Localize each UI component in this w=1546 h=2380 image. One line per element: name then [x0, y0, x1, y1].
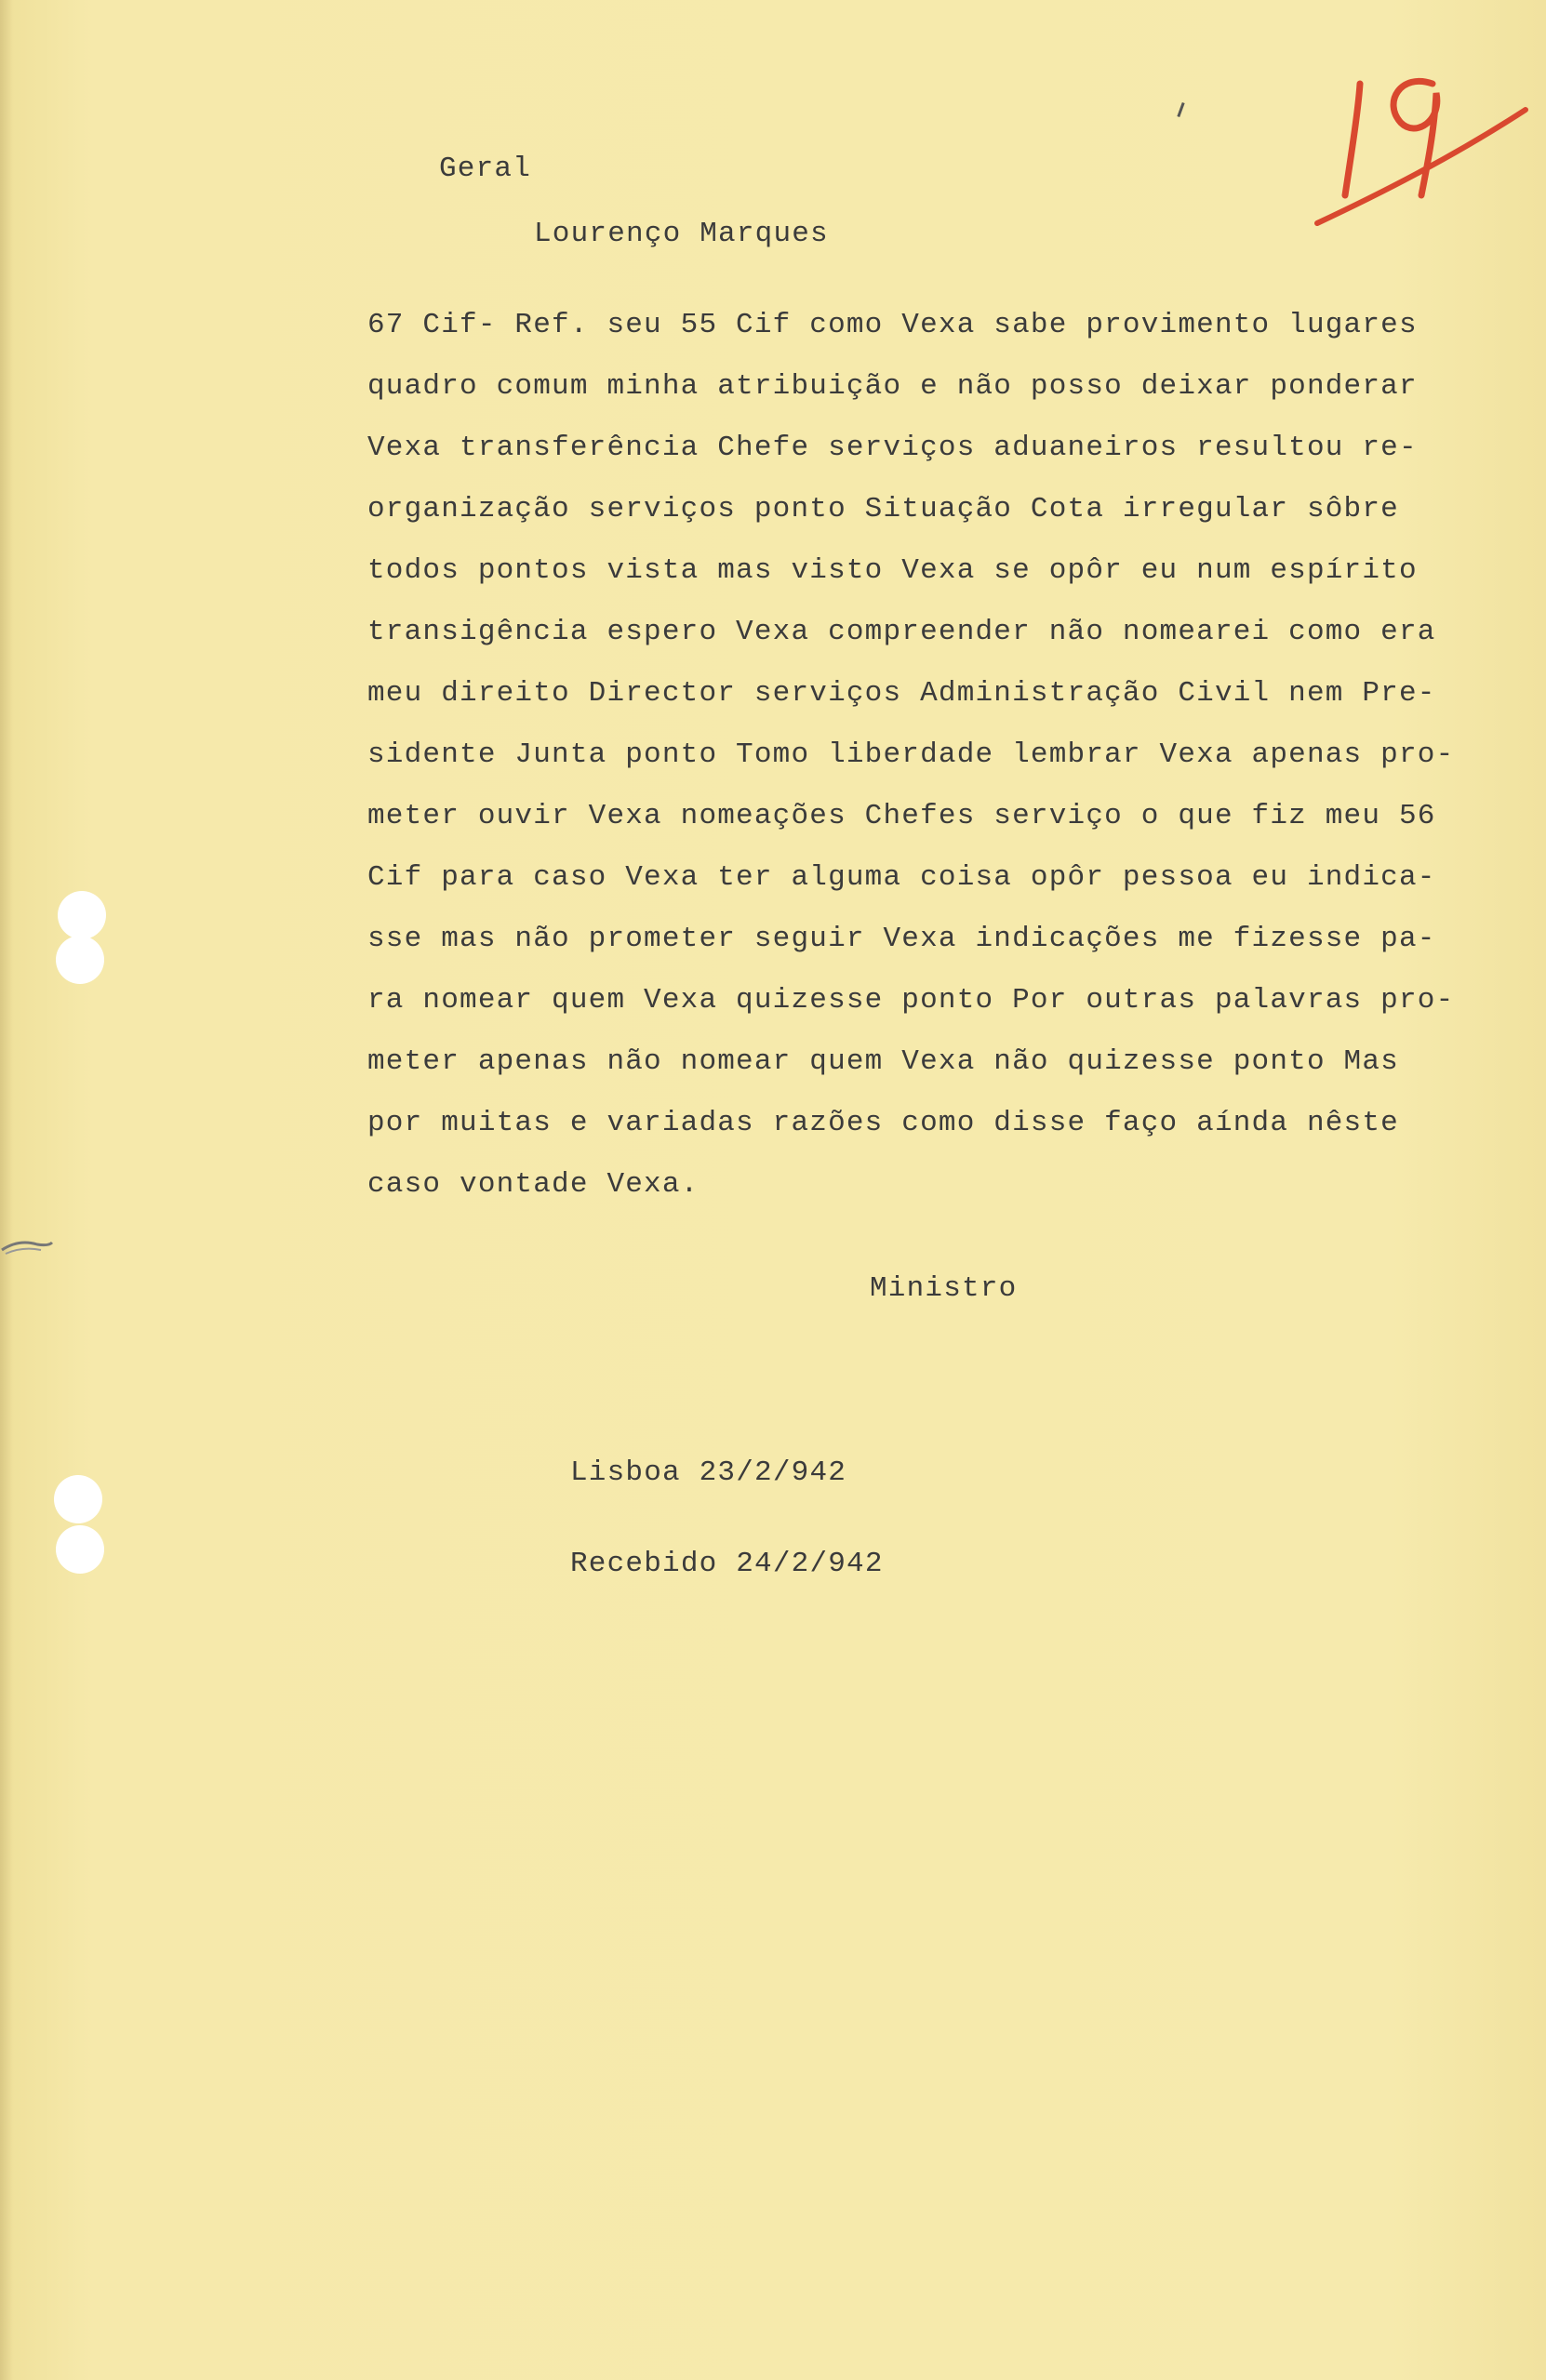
body-line: por muitas e variadas razões como disse faço aínda nêste — [367, 1107, 1399, 1139]
body-line: transigência espero Vexa compreender não nomearei como era — [367, 616, 1436, 648]
page-number — [1312, 56, 1535, 242]
signature: Ministro — [870, 1272, 1018, 1305]
body-line: meter apenas não nomear quem Vexa não quizesse ponto Mas — [367, 1045, 1399, 1078]
punch-hole-bottom-b — [56, 1525, 104, 1574]
ink-tick-mark — [1177, 102, 1184, 117]
body-line: sidente Junta ponto Tomo liberdade lembrar Vexa apenas pro- — [367, 738, 1455, 771]
received-date: Recebido 24/2/942 — [570, 1548, 884, 1580]
body-line: quadro comum minha atribuição e não posso deixar ponderar — [367, 370, 1418, 403]
punch-hole-top-b — [56, 936, 104, 984]
body-line: 67 Cif- Ref. seu 55 Cif como Vexa sabe provimento lugares — [367, 309, 1418, 341]
body-line: Vexa transferência Chefe serviços aduaneiros resultou re- — [367, 432, 1418, 464]
body-line: todos pontos vista mas visto Vexa se opôr eu num espírito — [367, 554, 1418, 587]
place-date: Lisboa 23/2/942 — [570, 1456, 847, 1489]
body-line: sse mas não prometer seguir Vexa indicações me fizesse pa- — [367, 923, 1436, 955]
staple-mark-icon — [0, 1233, 56, 1261]
paper-edge — [0, 0, 13, 2380]
header-line-2: Lourenço Marques — [534, 218, 829, 250]
punch-hole-top-a — [58, 891, 106, 939]
body-line: caso vontade Vexa. — [367, 1168, 700, 1201]
header-line-1: Geral — [439, 153, 532, 185]
body-line: meter ouvir Vexa nomeações Chefes serviço o que fiz meu 56 — [367, 800, 1436, 832]
body-line: meu direito Director serviços Administração Civil nem Pre- — [367, 677, 1436, 710]
body-line: Cif para caso Vexa ter alguma coisa opôr pessoa eu indica- — [367, 861, 1436, 894]
punch-hole-bottom-a — [54, 1475, 102, 1523]
body-line: organização serviços ponto Situação Cota irregular sôbre — [367, 493, 1399, 525]
body-line: ra nomear quem Vexa quizesse ponto Por outras palavras pro- — [367, 984, 1455, 1017]
page-number-stamp — [1312, 56, 1535, 242]
